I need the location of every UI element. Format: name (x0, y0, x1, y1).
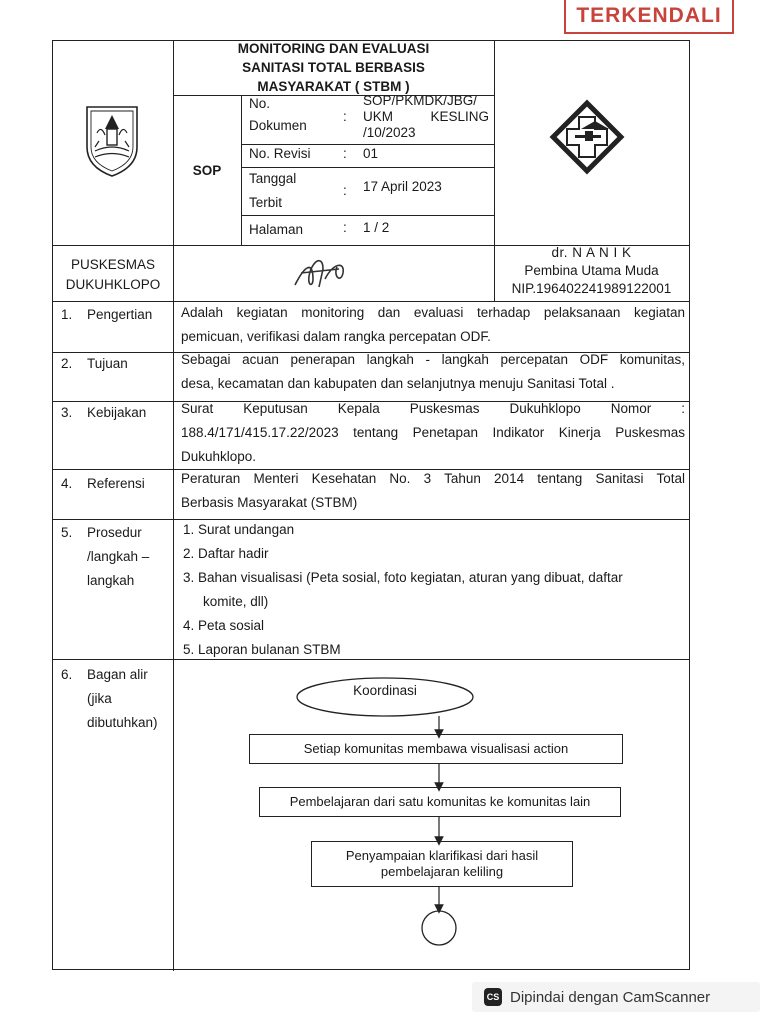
signer-nip: NIP.196402241989122001 (511, 281, 672, 296)
camscanner-logo-icon: CS (484, 988, 502, 1006)
section-5-label-3: langkah (87, 573, 135, 588)
tanggal-label-2: Terbit (249, 195, 283, 210)
signer-rank: Pembina Utama Muda (524, 263, 659, 278)
section-5-label-2: /langkah – (87, 549, 150, 564)
section-2-line-1: Sebagai acuan penerapan langkah - langkah percepatan ODF komunitas, (181, 352, 685, 367)
section-1-label: Pengertian (87, 307, 153, 322)
title-line-1: MONITORING DAN EVALUASI (237, 41, 430, 56)
section-6-label-3: dibutuhkan) (87, 715, 158, 730)
section-4-line-2: Berbasis Masyarakat (STBM) (181, 495, 358, 510)
procedure-item: 3. Bahan visualisasi (Peta sosial, foto kegiatan, aturan yang dibuat, daftar (183, 570, 623, 585)
scanner-watermark (472, 982, 760, 1012)
no-dokumen-value-3: /10/2023 (363, 125, 416, 140)
org-line-2: DUKUHKLOPO (65, 277, 161, 292)
section-4-number: 4. (61, 476, 73, 491)
flow-step-2-label: Pembelajaran dari satu komunitas ke komunitas lain (289, 794, 591, 809)
procedure-item: 1. Surat undangan (183, 522, 295, 537)
section-2-number: 2. (61, 356, 73, 371)
section-5-label-1: Prosedur (87, 525, 142, 540)
sop-label: SOP (192, 163, 222, 178)
section-6-label-1: Bagan alir (87, 667, 148, 682)
flow-step-2 (259, 787, 621, 817)
section-6-label-2: (jika (87, 691, 112, 706)
section-1-number: 1. (61, 307, 73, 322)
scanner-text: Dipindai dengan CamScanner (510, 988, 711, 1006)
flow-step-1-label: Setiap komunitas membawa visualisasi action (303, 741, 569, 756)
section-3-line-1: Surat Keputusan Kepala Puskesmas Dukuhklopo Nomor : (181, 401, 685, 416)
controlled-stamp: TERKENDALI (564, 0, 734, 34)
no-revisi-label: No. Revisi (249, 146, 311, 161)
flowchart-connectors (53, 41, 689, 969)
procedure-item-continued: komite, dll) (203, 594, 269, 609)
procedure-item: 4. Peta sosial (183, 618, 265, 633)
flow-start-label: Koordinasi (353, 683, 417, 698)
halaman-label: Halaman (249, 222, 304, 237)
halaman-value: 1 / 2 (363, 220, 390, 235)
section-4-label: Referensi (87, 476, 145, 491)
colon-4: : (343, 220, 347, 235)
section-4-line-1: Peraturan Menteri Kesehatan No. 3 Tahun 2014 tentang Sanitasi Total (181, 471, 685, 486)
no-dokumen-value-2a: UKM (363, 109, 393, 124)
section-3-label: Kebijakan (87, 405, 147, 420)
procedure-item: 2. Daftar hadir (183, 546, 269, 561)
colon-3: : (343, 183, 347, 198)
section-3-number: 3. (61, 405, 73, 420)
title-line-2: SANITASI TOTAL BERBASIS (242, 60, 425, 75)
section-6-number: 6. (61, 667, 73, 682)
section-5-number: 5. (61, 525, 73, 540)
no-dokumen-label-2: Dokumen (249, 118, 307, 133)
flow-step-3 (311, 841, 573, 887)
colon-1: : (343, 109, 347, 124)
procedure-item: 5. Laporan bulanan STBM (183, 642, 341, 657)
no-dokumen-value-2b: KESLING (430, 109, 489, 124)
no-dokumen-value-1: SOP/PKMDK/JBG/ (363, 93, 478, 108)
org-line-1: PUSKESMAS (70, 257, 156, 272)
tanggal-value: 17 April 2023 (363, 179, 442, 194)
section-3-line-2: 188.4/171/415.17.22/2023 tentang Penetapan Indikator Kinerja Puskesmas (181, 425, 685, 440)
section-2-line-2: desa, kecamatan dan kabupaten dan selanjutnya menuju Sanitasi Total . (181, 376, 615, 391)
no-revisi-value: 01 (363, 146, 379, 161)
section-1-line-2: pemicuan, verifikasi dalam rangka percepatan ODF. (181, 329, 491, 344)
signer-name: dr. N A N I K (551, 245, 632, 260)
colon-2: : (343, 146, 347, 161)
flow-step-3-label-2: pembelajaran keliling (380, 864, 504, 879)
section-2-label: Tujuan (87, 356, 128, 371)
flow-step-3-label-1: Penyampaian klarifikasi dari hasil (345, 848, 539, 863)
sop-document (52, 40, 690, 970)
flow-step-1 (249, 734, 623, 764)
section-3-line-3: Dukuhklopo. (181, 449, 257, 464)
section-1-line-1: Adalah kegiatan monitoring dan evaluasi terhadap pelaksanaan kegiatan (181, 305, 685, 320)
flow-end-connector (422, 911, 456, 945)
tanggal-label-1: Tanggal (249, 171, 297, 186)
title-line-3: MASYARAKAT ( STBM ) (257, 79, 410, 94)
no-dokumen-label-1: No. (249, 96, 271, 111)
